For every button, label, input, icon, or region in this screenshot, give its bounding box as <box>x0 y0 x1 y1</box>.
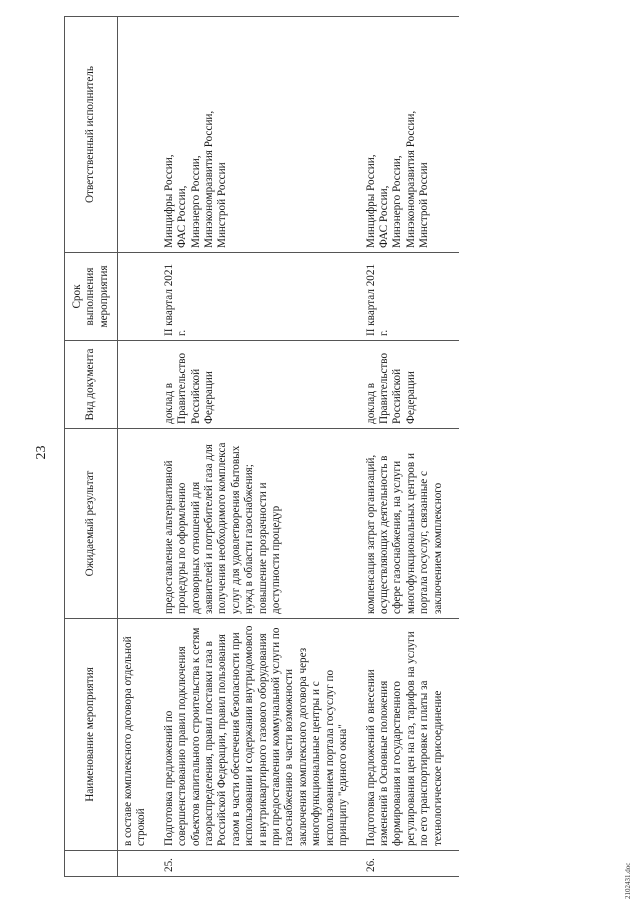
cell-doc-type: доклад в Правительство Российской Федерации <box>163 341 365 429</box>
cell-num: 25. <box>163 851 365 877</box>
cell-result: предоставление альтернативной процедуры по оформлению договорных отношений для заявителей и потребителей газа для получения необходимого комплекса услуг для удовлетворения бытовых нужд в области газоснабжения; повышение прозрачности и доступности процедур <box>163 429 365 619</box>
header-result: Ожидаемый результат <box>65 429 118 619</box>
cell-doc-type: доклад в Правительство Российской Федерации <box>365 341 459 429</box>
table-row <box>365 17 459 877</box>
cell-result: компенсация затрат организаций, осуществляющих деятельность в сфере газоснабжения, на услуги многофункциональных центров и портала госуслуг, связанные с заключением комплексного <box>365 429 459 619</box>
page-number: 23 <box>34 445 49 460</box>
header-executor: Ответственный исполнитель <box>65 17 118 253</box>
header-deadline: Срок выполнения мероприятия <box>65 253 118 341</box>
cell-executor: Минцифры России, ФАС России, Минэнерго России, Минэкономразвития России, Минстрой России <box>163 17 365 253</box>
header-num <box>65 851 118 877</box>
cell-deadline <box>118 253 163 341</box>
table-row <box>163 17 365 877</box>
table-row-continuation <box>118 17 163 877</box>
cell-name: Подготовка предложений о внесении изменений в Основные положения формирования и государственного регулирования цен на газ, тарифов на услуги по его транспортировке и платы за технологическое присоединение <box>365 619 459 851</box>
cell-name: Подготовка предложений по совершенствованию правил подключения объектов капитального строительства к сетям газораспределения, правил поставки газа в Российской Федерации, правил пользования газом в части обеспечения безопасности при использовании и содержании внутридомового и внутриквартирного газового оборудования при предоставлении коммунальной услуги по газоснабжению в части возможности заключения комплексного договора через многофункциональные центры и с использованием портала госуслуг по принципу "единого окна" <box>163 619 365 851</box>
cell-deadline: II квартал 2021 г. <box>163 253 365 341</box>
measures-table <box>64 16 459 877</box>
cell-name: в составе комплексного договора отдельной строкой <box>118 619 163 851</box>
cell-deadline: II квартал 2021 г. <box>365 253 459 341</box>
cell-num: 26. <box>365 851 459 877</box>
cell-executor <box>118 17 163 253</box>
document-code: 2102431.doc <box>624 862 632 899</box>
cell-executor: Минцифры России, ФАС России, Минэнерго России, Минэкономразвития России, Минстрой России <box>365 17 459 253</box>
cell-doc-type <box>118 341 163 429</box>
cell-result <box>118 429 163 619</box>
cell-num <box>118 851 163 877</box>
header-doc-type: Вид документа <box>65 341 118 429</box>
header-name: Наименование мероприятия <box>65 619 118 851</box>
table-header-row <box>65 17 118 877</box>
